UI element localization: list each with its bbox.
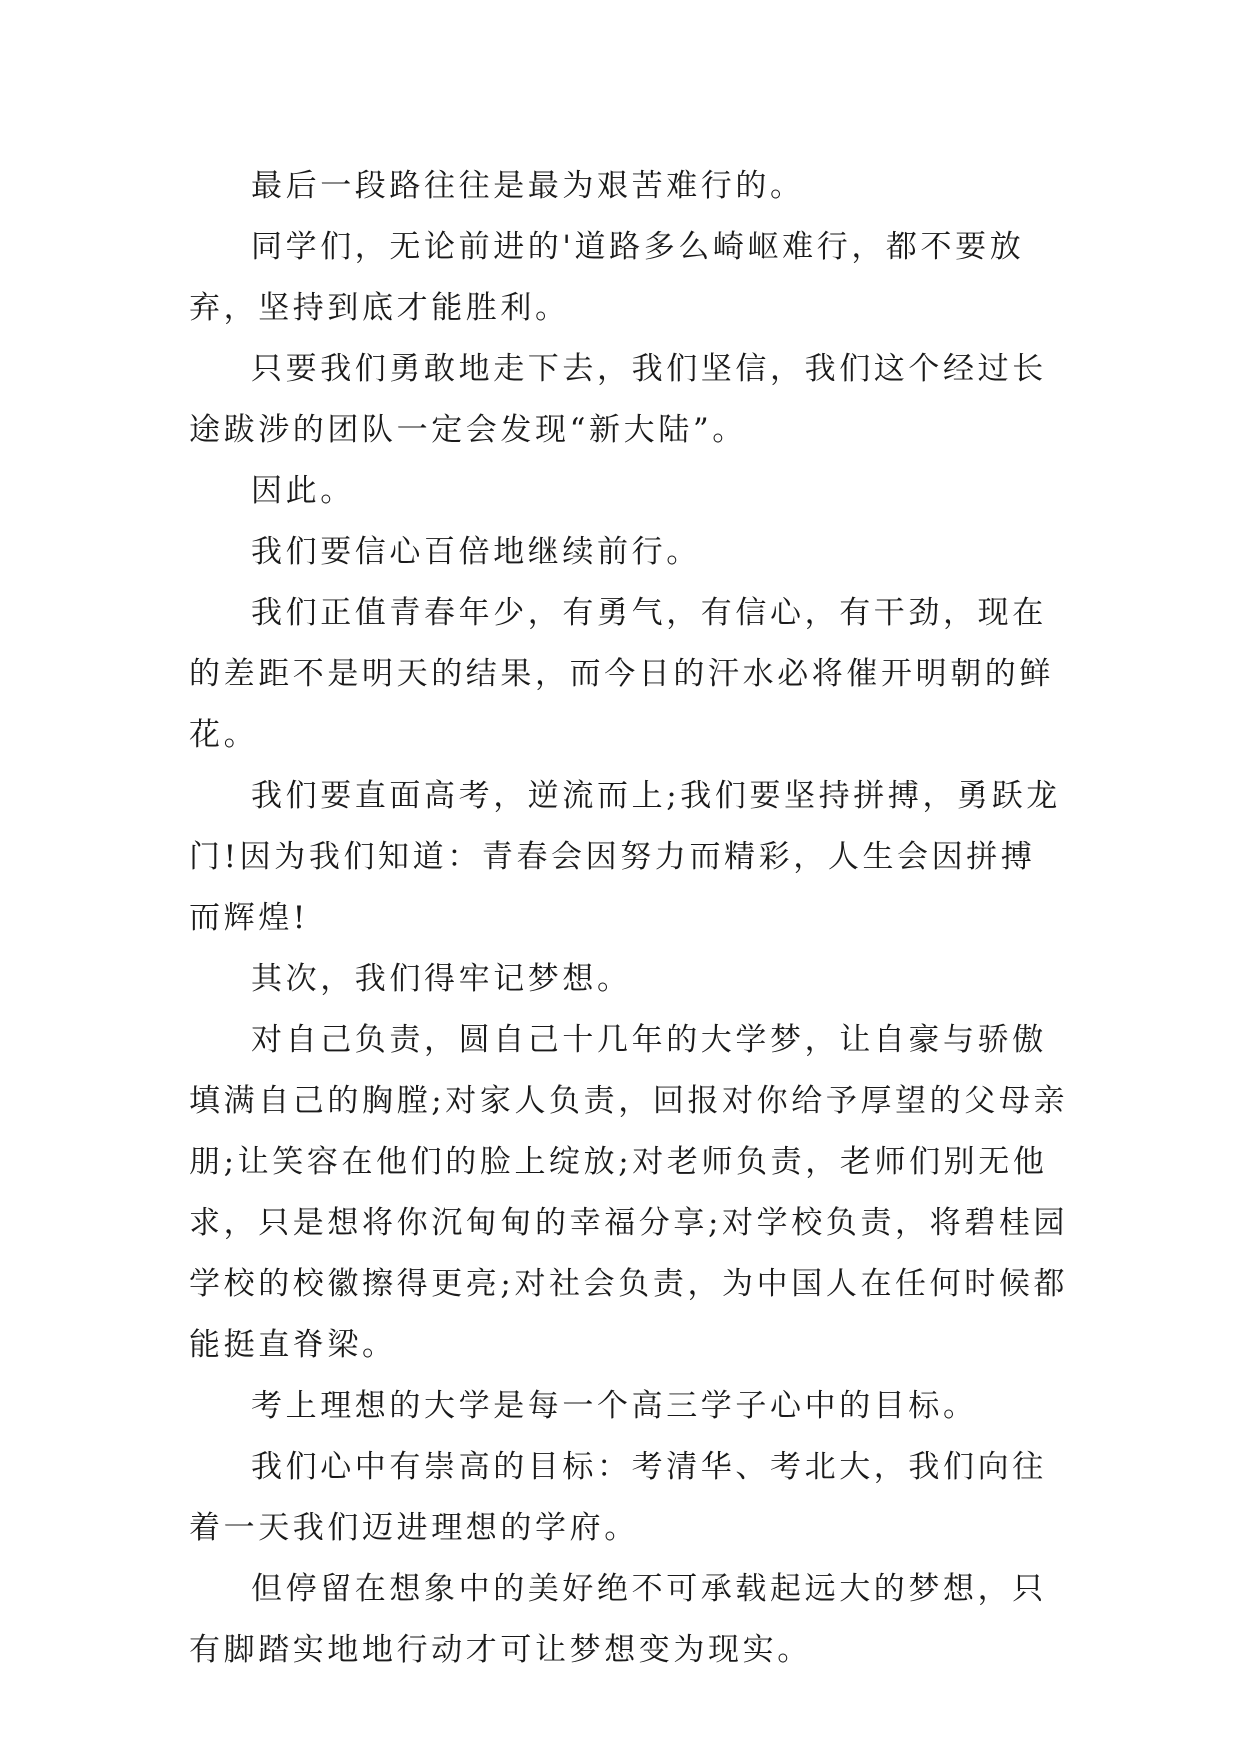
paragraph: 我们心中有崇高的目标：考清华、考北大，我们向往着一天我们迈进理想的学府。 [189,1449,1047,1546]
paragraph: 对自己负责，圆自己十几年的大学梦，让自豪与骄傲填满自己的胸膛;对家人负责，回报对你给予厚望的父母亲朋;让笑容在他们的脸上绽放;对老师负责，老师们别无他求，只是想将你沉甸甸的幸福分享;对学校负责，将碧桂园学校的校徽擦得更亮;对社会负责，为中国人在任何时候都能挺直脊梁。 [189,1022,1069,1363]
paragraph: 我们要直面高考，逆流而上;我们要坚持拼搏，勇跃龙门!因为我们知道：青春会因努力而精彩，人生会因拼搏而辉煌! [189,778,1061,936]
paragraph: 我们正值青春年少，有勇气，有信心，有干劲，现在的差距不是明天的结果，而今日的汗水必将催开明朝的鲜花。 [189,595,1054,753]
paragraph: 只要我们勇敢地走下去，我们坚信，我们这个经过长途跋涉的团队一定会发现“新大陆”。 [189,351,1047,448]
paragraph: 考上理想的大学是每一个高三学子心中的目标。 [251,1388,978,1424]
paragraph: 同学们，无论前进的'道路多么崎岖难行，都不要放弃，坚持到底才能胜利。 [189,229,1025,326]
paragraph: 因此。 [251,473,355,509]
paragraph: 但停留在想象中的美好绝不可承载起远大的梦想，只有脚踏实地地行动才可让梦想变为现实。 [189,1571,1047,1668]
paragraph: 我们要信心百倍地继续前行。 [251,534,701,570]
document-body [189,156,1069,1681]
paragraph: 最后一段路往往是最为艰苦难行的。 [251,168,805,204]
paragraph: 其次，我们得牢记梦想。 [251,961,632,997]
